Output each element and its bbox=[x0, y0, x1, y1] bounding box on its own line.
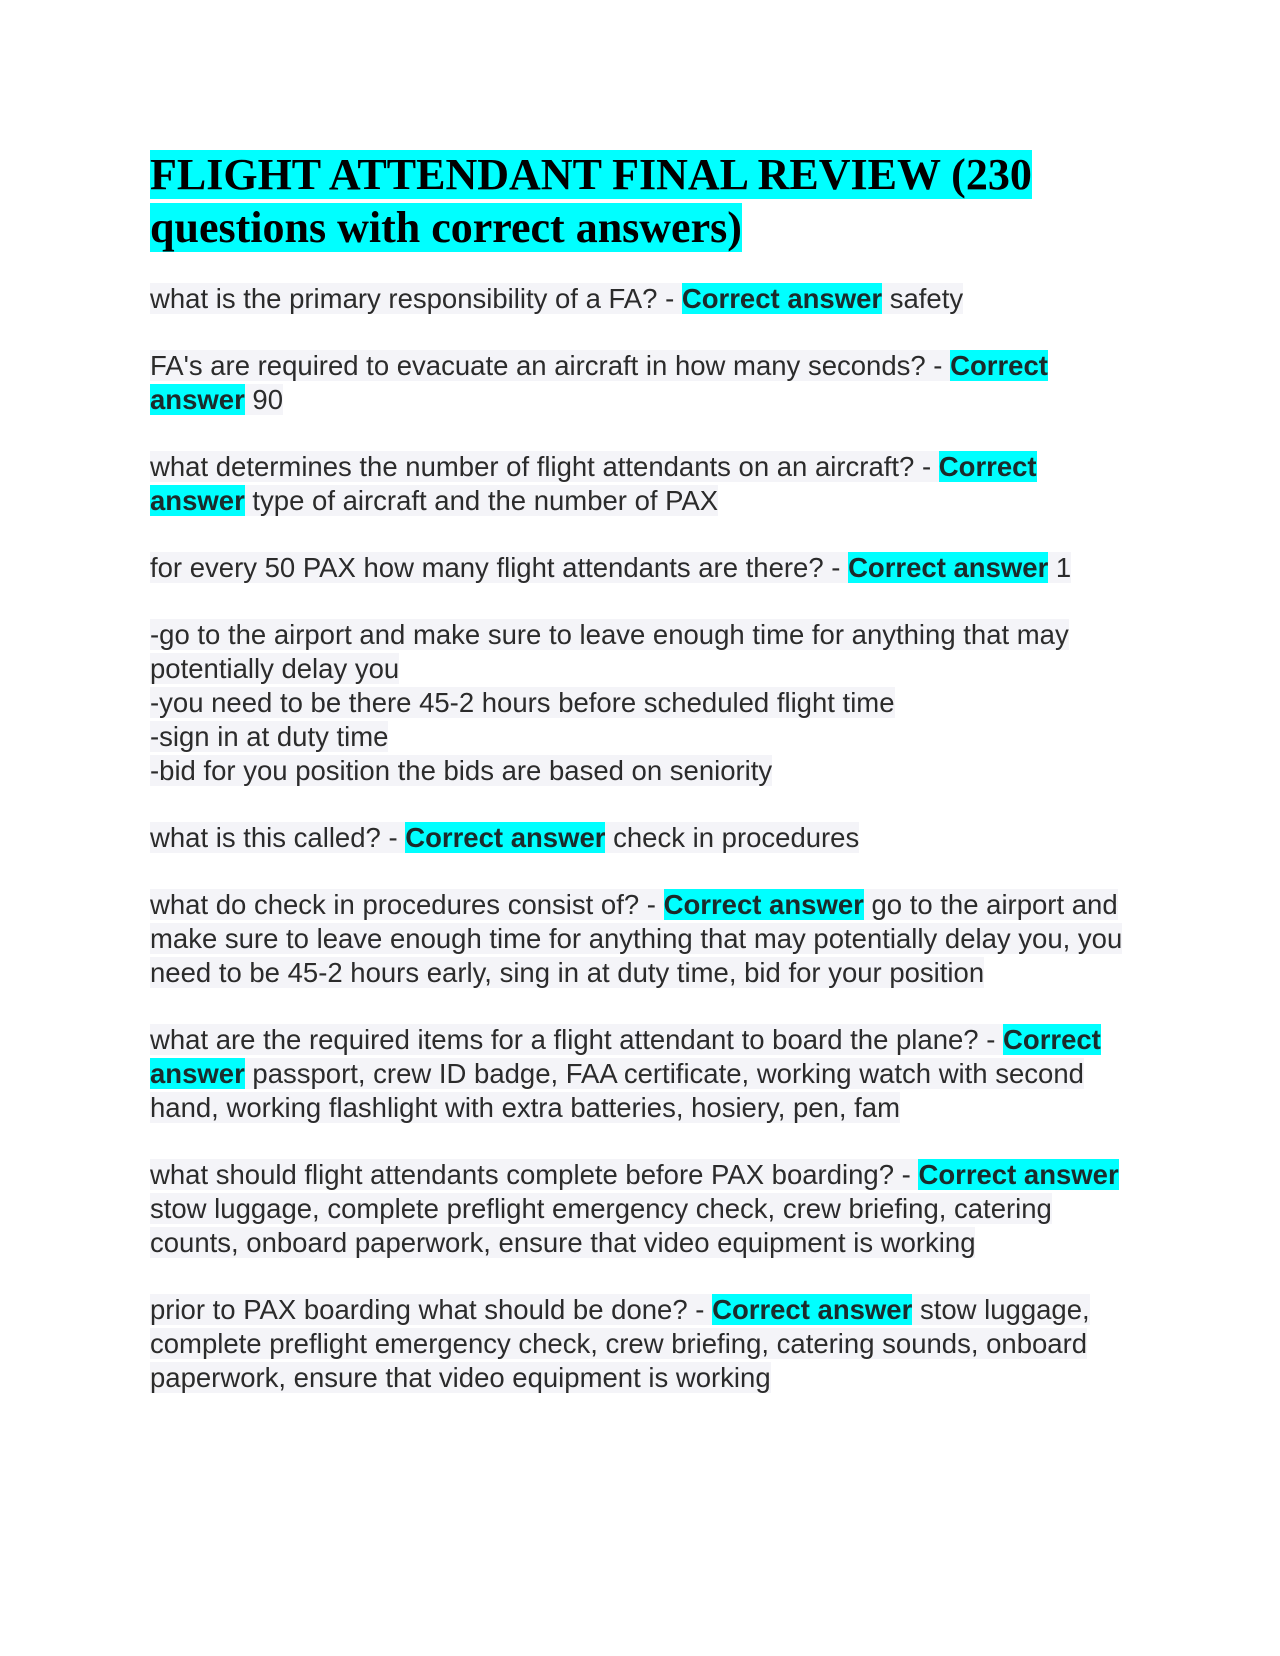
correct-answer-label: Correct answer bbox=[150, 451, 1037, 516]
answer-text: 90 bbox=[244, 384, 284, 415]
answer-text: go to the airport and make sure to leave enough time for anything that may potentially delay you, you need to be 45-2 hours early, sing in at duty time, bid for your position bbox=[150, 889, 1123, 988]
correct-answer-label: Correct answer bbox=[681, 283, 883, 314]
qa-item-4 bbox=[150, 551, 1130, 585]
document-title: FLIGHT ATTENDANT FINAL REVIEW (230 questions with correct answers) bbox=[150, 150, 1032, 252]
correct-answer-label: Correct answer bbox=[150, 350, 1048, 415]
qa-item-2 bbox=[150, 349, 1130, 417]
answer-text: stow luggage, complete preflight emergency check, crew briefing, catering counts, onboard paperwork, ensure that video equipment is working bbox=[150, 1193, 1052, 1258]
answer-text: stow luggage, complete preflight emergency check, crew briefing, catering sounds, onboard paperwork, ensure that video equipment is working bbox=[150, 1294, 1090, 1393]
correct-answer-label: Correct answer bbox=[848, 552, 1049, 583]
qa-item-1 bbox=[150, 282, 1130, 316]
question-text: what should flight attendants complete before PAX boarding? - bbox=[150, 1159, 919, 1190]
answer-text: check in procedures bbox=[605, 822, 860, 853]
question-text: FA's are required to evacuate an aircraft in how many seconds? - bbox=[150, 350, 951, 381]
answer-text: type of aircraft and the number of PAX bbox=[244, 485, 719, 516]
question-text: what do check in procedures consist of? - bbox=[150, 889, 664, 920]
qa-item-3 bbox=[150, 450, 1130, 518]
qa-item-6 bbox=[150, 888, 1130, 990]
question-text: prior to PAX boarding what should be done? - bbox=[150, 1294, 713, 1325]
list-item: -sign in at duty time bbox=[150, 721, 389, 752]
qa-item-5 bbox=[150, 821, 1130, 855]
procedure-list bbox=[150, 618, 1130, 788]
list-item: -bid for you position the bids are based on seniority bbox=[150, 755, 773, 786]
document-page bbox=[150, 148, 1130, 1428]
correct-answer-label: Correct answer bbox=[712, 1294, 913, 1325]
correct-answer-label: Correct answer bbox=[918, 1159, 1119, 1190]
qa-item-8 bbox=[150, 1158, 1130, 1260]
question-text: what is the primary responsibility of a FA? - bbox=[150, 283, 682, 314]
correct-answer-label: Correct answer bbox=[150, 1024, 1101, 1089]
qa-item-9 bbox=[150, 1293, 1130, 1395]
list-item: -you need to be there 45-2 hours before scheduled flight time bbox=[150, 687, 895, 718]
question-text: what determines the number of flight attendants on an aircraft? - bbox=[150, 451, 939, 482]
question-text: for every 50 PAX how many flight attendants are there? - bbox=[150, 552, 849, 583]
qa-item-7 bbox=[150, 1023, 1130, 1125]
question-text: what are the required items for a flight attendant to board the plane? - bbox=[150, 1024, 1004, 1055]
answer-text: safety bbox=[882, 283, 964, 314]
question-text: what is this called? - bbox=[150, 822, 406, 853]
list-item: -go to the airport and make sure to leave enough time for anything that may potentially delay you bbox=[150, 619, 1069, 684]
correct-answer-label: Correct answer bbox=[663, 889, 864, 920]
answer-text: 1 bbox=[1048, 552, 1072, 583]
correct-answer-label: Correct answer bbox=[405, 822, 606, 853]
answer-text: passport, crew ID badge, FAA certificate, working watch with second hand, working flashlight with extra batteries, hosiery, pen, fam bbox=[150, 1058, 1084, 1123]
